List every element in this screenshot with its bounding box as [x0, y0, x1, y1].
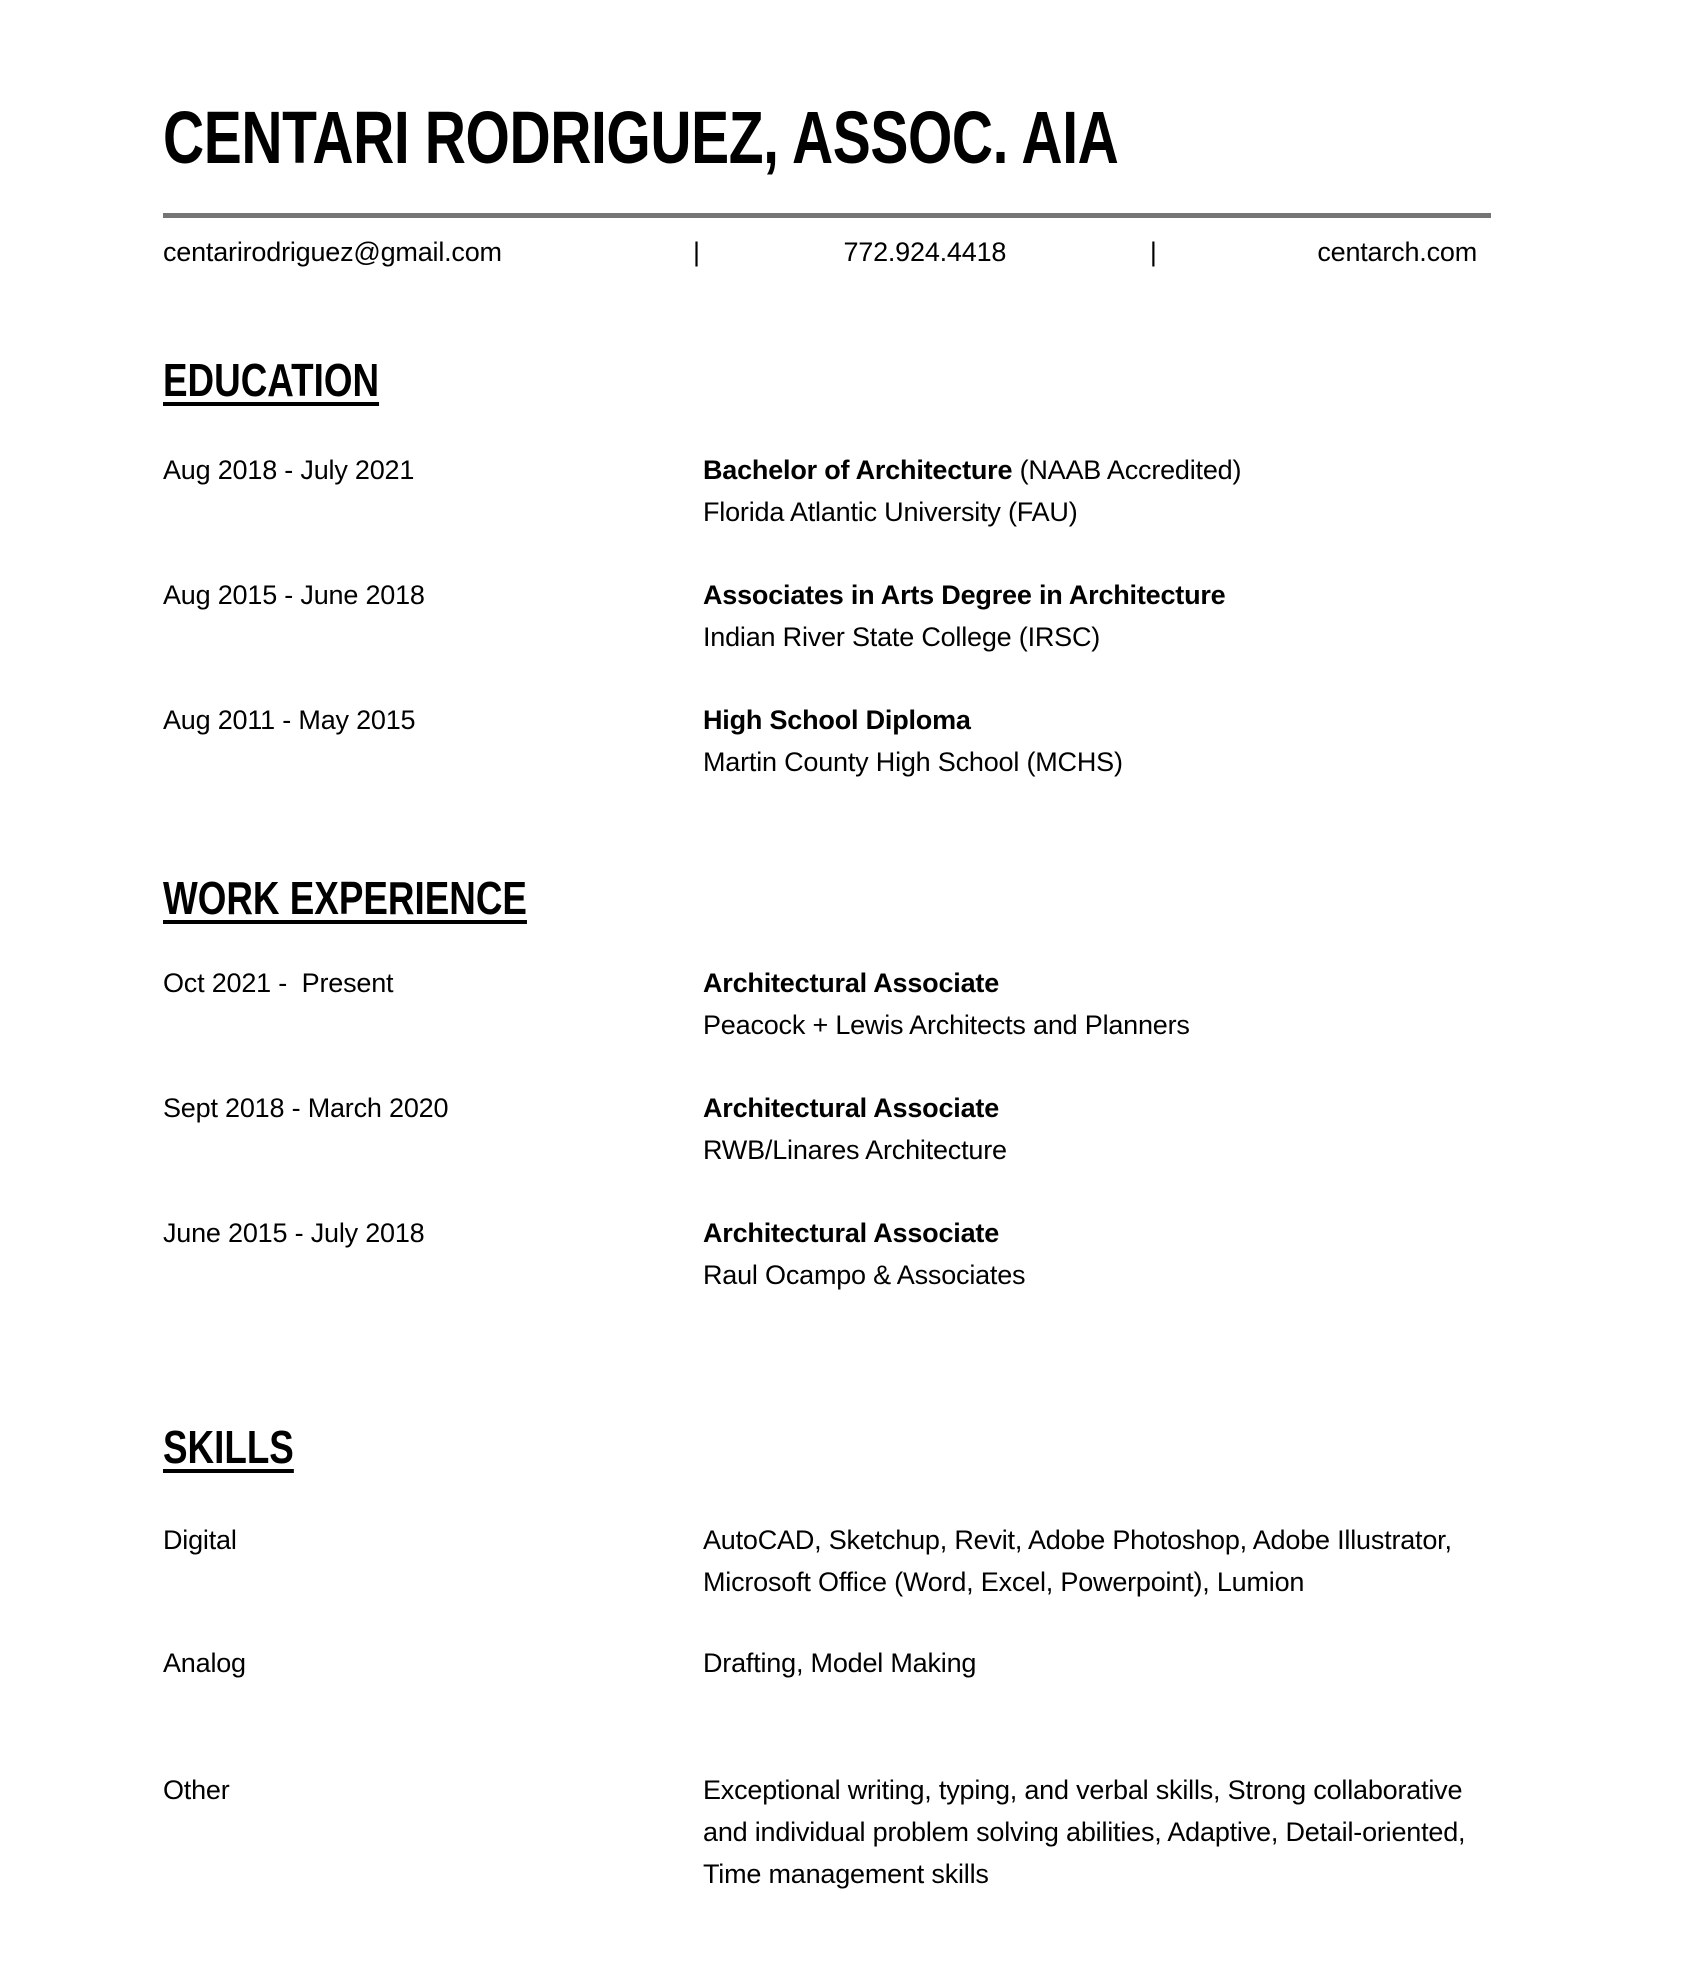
work-entry: [163, 1212, 1477, 1296]
contact-separator: |: [693, 237, 700, 267]
work-experience-heading: WORK EXPERIENCE: [163, 872, 527, 924]
work-experience-rows: [163, 962, 1477, 1296]
entry-title-line: [703, 1212, 1477, 1254]
entry-dates: June 2015 - July 2018: [163, 1218, 425, 1248]
resume-name: CENTARI RODRIGUEZ, ASSOC. AIA: [163, 96, 1119, 179]
entry-dates: Oct 2021 - Present: [163, 968, 394, 998]
skills-rows: [163, 1519, 1477, 1895]
work-experience-section: [163, 873, 1477, 1296]
entry-detail: [703, 574, 1477, 658]
entry-title-line: [703, 962, 1477, 1004]
education-entry: [163, 449, 1477, 533]
skill-label: Digital: [163, 1525, 237, 1555]
skill-label: Other: [163, 1775, 230, 1805]
contact-email: centarirodriguez@gmail.com: [163, 237, 502, 267]
entry-detail: [703, 1212, 1477, 1296]
skill-value-line: Time management skills: [703, 1859, 989, 1889]
contact-phone: 772.924.4418: [843, 237, 1007, 267]
entry-title-line: [703, 574, 1477, 616]
skill-value-line: and individual problem solving abilities, Adaptive, Detail-oriented,: [703, 1817, 1466, 1847]
entry-title: Bachelor of Architecture: [703, 455, 1013, 485]
entry-detail: [703, 962, 1477, 1046]
skill-value-line: AutoCAD, Sketchup, Revit, Adobe Photoshop, Adobe Illustrator,: [703, 1525, 1452, 1555]
skill-label: Analog: [163, 1648, 246, 1678]
contact-separator: |: [1149, 237, 1157, 267]
entry-title: Associates in Arts Degree in Architecture: [703, 580, 1226, 610]
entry-dates: Aug 2015 - June 2018: [163, 580, 425, 610]
work-entry: [163, 1087, 1477, 1171]
education-entry: [163, 574, 1477, 658]
entry-subtitle: Florida Atlantic University (FAU): [703, 497, 1078, 527]
skill-value: [703, 1519, 1477, 1603]
skill-value: [703, 1769, 1477, 1895]
entry-title-line: [703, 1087, 1477, 1129]
work-entry: [163, 962, 1477, 1046]
education-section: [163, 355, 1477, 783]
entry-subtitle: Peacock + Lewis Architects and Planners: [703, 1010, 1190, 1040]
education-heading: EDUCATION: [163, 354, 380, 406]
skills-heading: SKILLS: [163, 1421, 294, 1473]
contact-row: [163, 231, 1477, 273]
contact-website: centarch.com: [1317, 237, 1477, 267]
skill-value-line: Microsoft Office (Word, Excel, Powerpoint), Lumion: [703, 1567, 1305, 1597]
entry-detail: [703, 1087, 1477, 1171]
skill-entry-other: [163, 1769, 1477, 1895]
entry-dates: Aug 2018 - July 2021: [163, 455, 415, 485]
entry-detail: [703, 449, 1477, 533]
skill-entry-digital: [163, 1519, 1477, 1603]
entry-subtitle: RWB/Linares Architecture: [703, 1135, 1007, 1165]
skill-value-line: Drafting, Model Making: [703, 1648, 977, 1678]
skill-value: [703, 1642, 1477, 1684]
entry-title: Architectural Associate: [703, 1093, 1000, 1123]
education-entry: [163, 699, 1477, 783]
entry-subtitle: Martin County High School (MCHS): [703, 747, 1123, 777]
header-divider: [163, 213, 1491, 218]
entry-subtitle: Indian River State College (IRSC): [703, 622, 1101, 652]
entry-title: Architectural Associate: [703, 968, 1000, 998]
entry-title-line: [703, 449, 1477, 491]
skills-section: [163, 1422, 1477, 1895]
education-rows: [163, 449, 1477, 783]
entry-dates: Sept 2018 - March 2020: [163, 1093, 449, 1123]
entry-title: Architectural Associate: [703, 1218, 1000, 1248]
entry-subtitle: Raul Ocampo & Associates: [703, 1260, 1026, 1290]
skill-value-line: Exceptional writing, typing, and verbal skills, Strong collaborative: [703, 1775, 1463, 1805]
entry-detail: [703, 699, 1477, 783]
entry-title: High School Diploma: [703, 705, 971, 735]
entry-title-line: [703, 699, 1477, 741]
entry-dates: Aug 2011 - May 2015: [163, 705, 416, 735]
entry-title-suffix: (NAAB Accredited): [1012, 455, 1242, 485]
skill-entry-analog: [163, 1642, 1477, 1684]
